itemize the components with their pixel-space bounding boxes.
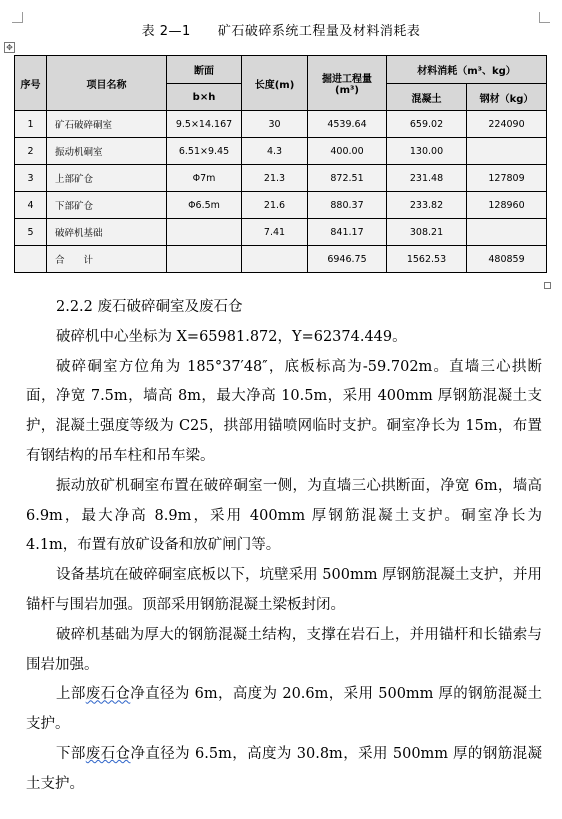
cell-steel xyxy=(467,138,547,165)
paragraph-equipment-pit: 设备基坑在破碎硐室底板以下，坑壁采用 500mm 厚钢筋混凝土支护，并用锚杆与围岩加强。顶部采用钢筋混凝土梁板封闭。 xyxy=(26,567,542,613)
cell-section xyxy=(167,219,242,246)
header-concrete: 混凝土 xyxy=(387,84,467,111)
cell-concrete: 130.00 xyxy=(387,138,467,165)
cell-steel: 127809 xyxy=(467,165,547,192)
paragraph-crushing-chamber: 破碎硐室方位角为 185°37′48″，底板标高为-59.702m。直墙三心拱断面，净宽 7.5m，墙高 8m，最大净高 10.5m，采用 400mm 厚钢筋混凝土支护，混凝土强度等级为 C25，拱部用锚喷网临时支护。硐室净长为 15m，布置有钢结构的吊车柱和吊车梁。 xyxy=(26,358,542,464)
cell-concrete: 231.48 xyxy=(387,165,467,192)
cell-volume: 880.37 xyxy=(308,192,387,219)
cell-no: 5 xyxy=(15,219,47,246)
cell-name-total: 合 计 xyxy=(47,246,167,273)
cell-no: 2 xyxy=(15,138,47,165)
material-table xyxy=(14,55,547,273)
cell-name: 振动机硐室 xyxy=(47,138,167,165)
cell-section: 6.51×9.45 xyxy=(167,138,242,165)
cell-no: 4 xyxy=(15,192,47,219)
lower-bin-spellcheck-mark[interactable]: 废石仓 xyxy=(85,745,131,762)
cell-name: 下部矿仓 xyxy=(47,192,167,219)
cell-volume: 872.51 xyxy=(308,165,387,192)
cell-length: 7.41 xyxy=(242,219,308,246)
header-volume-label: 掘进工程量 xyxy=(322,74,372,85)
cell-concrete: 659.02 xyxy=(387,111,467,138)
cell-length: 21.3 xyxy=(242,165,308,192)
cell-steel: 224090 xyxy=(467,111,547,138)
cell-volume: 400.00 xyxy=(308,138,387,165)
table-row xyxy=(15,111,547,138)
table-row xyxy=(15,165,547,192)
cell-section: Φ6.5m xyxy=(167,192,242,219)
paragraph-upper-bin xyxy=(26,680,542,740)
header-section: 断面 xyxy=(167,56,242,84)
paragraph-lower-bin xyxy=(26,740,542,800)
section-heading: 2.2.2 废石破碎硐室及废石仓 xyxy=(56,299,243,315)
header-section-sub: b×h xyxy=(167,84,242,111)
table-row xyxy=(15,138,547,165)
header-volume-unit: (m³) xyxy=(335,85,359,96)
table-caption: 表 2—1 矿石破碎系统工程量及材料消耗表 xyxy=(141,24,421,39)
cell-no: 3 xyxy=(15,165,47,192)
cell-steel-total: 480859 xyxy=(467,246,547,273)
cell-name: 上部矿仓 xyxy=(47,165,167,192)
upper-bin-spellcheck-mark[interactable]: 废石仓 xyxy=(85,686,131,703)
header-volume xyxy=(308,56,387,111)
lower-bin-text: 净直径为 6.5m，高度为 30.8m，采用 500mm 厚的钢筋混凝土支护。 xyxy=(26,745,542,792)
header-materials: 材料消耗（m³、kg） xyxy=(387,56,547,84)
table-resize-handle[interactable] xyxy=(544,282,551,289)
cell-section xyxy=(167,246,242,273)
cell-name: 矿石破碎硐室 xyxy=(47,111,167,138)
cell-length: 4.3 xyxy=(242,138,308,165)
lower-bin-prefix: 下部 xyxy=(56,745,86,762)
cell-volume: 841.17 xyxy=(308,219,387,246)
cell-concrete: 233.82 xyxy=(387,192,467,219)
cell-length: 30 xyxy=(242,111,308,138)
cell-steel xyxy=(467,219,547,246)
header-no: 序号 xyxy=(15,56,47,111)
cell-volume-total: 6946.75 xyxy=(308,246,387,273)
document-body xyxy=(26,293,542,800)
header-name: 项目名称 xyxy=(47,56,167,111)
header-steel: 钢材（kg） xyxy=(467,84,547,111)
cell-no xyxy=(15,246,47,273)
cell-no: 1 xyxy=(15,111,47,138)
table-row xyxy=(15,219,547,246)
upper-bin-text: 净直径为 6m，高度为 20.6m，采用 500mm 厚的钢筋混凝土支护。 xyxy=(26,686,543,733)
table-row-total xyxy=(15,246,547,273)
cell-length: 21.6 xyxy=(242,192,308,219)
cell-name: 破碎机基础 xyxy=(47,219,167,246)
cell-section: Φ7m xyxy=(167,165,242,192)
paragraph-crusher-foundation: 破碎机基础为厚大的钢筋混凝土结构，支撑在岩石上，并用锚杆和长锚索与围岩加强。 xyxy=(26,626,542,673)
cell-concrete-total: 1562.53 xyxy=(387,246,467,273)
table-row xyxy=(15,192,547,219)
cell-length xyxy=(242,246,308,273)
paragraph-coordinates: 破碎机中心坐标为 X=65981.872，Y=62374.449。 xyxy=(56,328,407,345)
upper-bin-prefix: 上部 xyxy=(56,686,86,703)
cell-section: 9.5×14.167 xyxy=(167,111,242,138)
cell-volume: 4539.64 xyxy=(308,111,387,138)
cell-steel: 128960 xyxy=(467,192,547,219)
paragraph-vibrating-chamber: 振动放矿机硐室布置在破碎硐室一侧，为直墙三心拱断面，净宽 6m，墙高 6.9m，最大净高 8.9m，采用 400mm 厚钢筋混凝土支护。硐室净长为 4.1m，布置有放矿设备和放矿闸门等。 xyxy=(26,477,542,554)
table-move-handle-icon[interactable]: ✥ xyxy=(4,42,15,53)
cell-concrete: 308.21 xyxy=(387,219,467,246)
header-length: 长度(m) xyxy=(242,56,308,111)
